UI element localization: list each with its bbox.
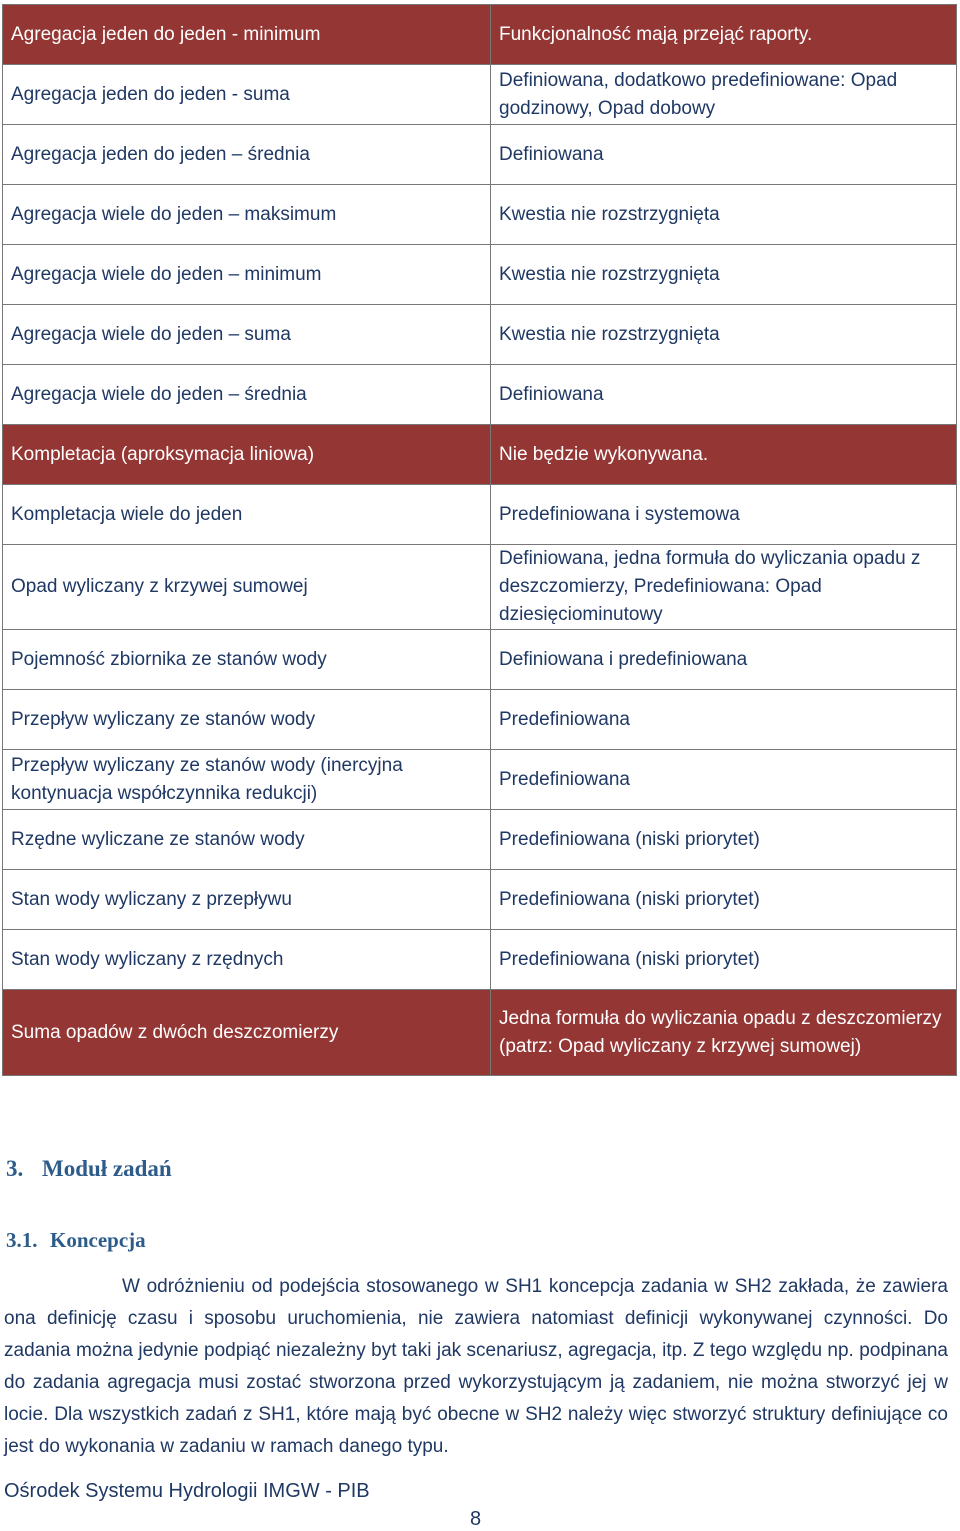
function-name-cell: Pojemność zbiornika ze stanów wody	[3, 630, 491, 690]
status-cell: Definiowana, jedna formuła do wyliczania opadu z deszczomierzy, Predefiniowana: Opad dziesięciominutowy	[491, 545, 957, 630]
function-name-cell: Kompletacja wiele do jeden	[3, 485, 491, 545]
status-cell: Predefiniowana (niski priorytet)	[491, 870, 957, 930]
function-name-cell: Agregacja wiele do jeden – suma	[3, 305, 491, 365]
feature-status-table	[2, 4, 957, 1076]
table-row	[3, 425, 957, 485]
status-cell: Definiowana i predefiniowana	[491, 630, 957, 690]
table-row	[3, 930, 957, 990]
table-row	[3, 5, 957, 65]
status-cell: Definiowana	[491, 125, 957, 185]
function-name-cell: Przepływ wyliczany ze stanów wody (inercyjna kontynuacja współczynnika redukcji)	[3, 750, 491, 810]
status-cell: Kwestia nie rozstrzygnięta	[491, 305, 957, 365]
table-row	[3, 810, 957, 870]
status-cell: Predefiniowana (niski priorytet)	[491, 810, 957, 870]
status-cell: Kwestia nie rozstrzygnięta	[491, 185, 957, 245]
table-row	[3, 185, 957, 245]
status-cell: Predefiniowana (niski priorytet)	[491, 930, 957, 990]
table-body	[3, 5, 957, 1076]
status-cell: Definiowana, dodatkowo predefiniowane: Opad godzinowy, Opad dobowy	[491, 65, 957, 125]
subsection-number: 3.1.	[6, 1228, 38, 1252]
table-row	[3, 870, 957, 930]
table-row	[3, 125, 957, 185]
table-row	[3, 630, 957, 690]
function-name-cell: Agregacja wiele do jeden – średnia	[3, 365, 491, 425]
status-cell: Jedna formuła do wyliczania opadu z deszczomierzy (patrz: Opad wyliczany z krzywej sumowej)	[491, 990, 957, 1076]
status-cell: Kwestia nie rozstrzygnięta	[491, 245, 957, 305]
body-paragraph	[4, 1271, 948, 1463]
footer-organization: Ośrodek Systemu Hydrologii IMGW - PIB	[4, 1480, 370, 1502]
function-name-cell: Suma opadów z dwóch deszczomierzy	[3, 990, 491, 1076]
function-name-cell: Agregacja jeden do jeden - suma	[3, 65, 491, 125]
table-row	[3, 750, 957, 810]
table-row	[3, 305, 957, 365]
function-name-cell: Agregacja jeden do jeden - minimum	[3, 5, 491, 65]
function-name-cell: Agregacja wiele do jeden – minimum	[3, 245, 491, 305]
table-row	[3, 690, 957, 750]
status-cell: Definiowana	[491, 365, 957, 425]
table-row	[3, 65, 957, 125]
status-cell: Nie będzie wykonywana.	[491, 425, 957, 485]
table-row	[3, 365, 957, 425]
table-row	[3, 990, 957, 1076]
function-name-cell: Opad wyliczany z krzywej sumowej	[3, 545, 491, 630]
function-name-cell: Stan wody wyliczany z przepływu	[3, 870, 491, 930]
table-row	[3, 245, 957, 305]
status-cell: Predefiniowana i systemowa	[491, 485, 957, 545]
table-row	[3, 545, 957, 630]
paragraph-text: W odróżnieniu od podejścia stosowanego w SH1 koncepcja zadania w SH2 zakłada, że zawiera ona definicję czasu i sposobu uruchomienia, nie zawiera natomiast definicji wykonywanej czynności. Do zadania można jedynie podpiąć niezależny byt taki jak scenariusz, agregacja, itp. Z tego względu np. podpinana do zadania agregacja musi zostać stworzona przed wykorzystującym ją zadaniem, nie można stworzyć jej w locie. Dla wszystkich zadań z SH1, które mają być obecne w SH2 należy więc stworzyć struktury definiujące co jest do wykonania w zadaniu w ramach danego typu.	[4, 1276, 948, 1457]
table-row	[3, 485, 957, 545]
function-name-cell: Przepływ wyliczany ze stanów wody	[3, 690, 491, 750]
function-name-cell: Agregacja jeden do jeden – średnia	[3, 125, 491, 185]
function-name-cell: Rzędne wyliczane ze stanów wody	[3, 810, 491, 870]
section-heading	[6, 1156, 172, 1182]
page-number: 8	[470, 1508, 482, 1530]
subsection-heading	[6, 1228, 146, 1253]
section-number: 3.	[6, 1156, 24, 1181]
function-name-cell: Stan wody wyliczany z rzędnych	[3, 930, 491, 990]
status-cell: Predefiniowana	[491, 750, 957, 810]
section-title: Moduł zadań	[42, 1156, 172, 1181]
function-name-cell: Agregacja wiele do jeden – maksimum	[3, 185, 491, 245]
function-name-cell: Kompletacja (aproksymacja liniowa)	[3, 425, 491, 485]
status-cell: Predefiniowana	[491, 690, 957, 750]
status-cell: Funkcjonalność mają przejąć raporty.	[491, 5, 957, 65]
subsection-title: Koncepcja	[50, 1228, 146, 1252]
